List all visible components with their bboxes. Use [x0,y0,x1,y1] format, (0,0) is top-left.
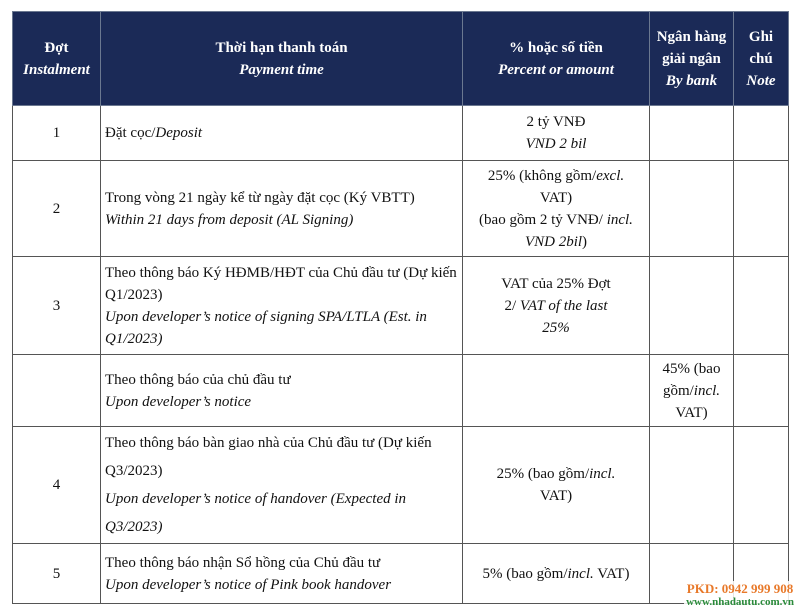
header-payment-time-en: Payment time [239,61,324,78]
amount-cell [463,544,650,604]
amount-en: VND 2 bil [525,136,587,152]
amount-line-1: 25% (không gồm/ [487,167,597,184]
bank-cell [650,257,734,355]
amount-cell [463,161,650,257]
header-row [13,12,789,106]
amount-line-2-italic: VAT of the last [516,297,608,314]
payment-time-en: Upon developer’s notice of handover (Expected in Q3/2023) [105,491,407,535]
bank-amount-italic: incl. [693,382,721,399]
table-row [13,355,789,427]
header-note-en: Note [746,72,776,89]
payment-time-vi: Theo thông báo của chủ đầu tư [105,371,291,388]
table-row [13,161,789,257]
amount-line-4: ) [582,233,588,250]
amount-line-1: 25% (bao gồm/ [496,466,590,482]
amount-line-3-italic: incl. [602,211,633,228]
payment-time-en: Upon developer’s notice of Pink book handover [105,576,392,593]
header-payment-time [101,12,463,106]
amount-vi: 2 tỷ VNĐ [526,114,586,130]
header-bank-en: By bank [665,72,718,89]
amount-cell [463,257,650,355]
bank-amount: 45% (bao gồm/ [662,360,721,399]
payment-time-cell [101,106,463,161]
header-bank-vi: Ngân hàng giải ngân [656,28,727,67]
table-row [13,257,789,355]
table-row [13,544,789,604]
amount-line-1: VAT của 25% Đợt [501,275,611,292]
payment-time-cell [101,544,463,604]
instalment-number [13,355,101,427]
note-cell [734,355,789,427]
payment-time-vi: Trong vòng 21 ngày kể từ ngày đặt cọc (Ký VBTT) [105,189,415,206]
amount-cell [463,427,650,544]
watermark-phone: PKD: 0942 999 908 [684,581,796,596]
header-amount-vi: % hoặc số tiền [509,39,603,56]
amount-line-3-italic: 25% [542,319,570,336]
amount-line-1-vat: VAT) [593,565,630,582]
amount-line-2: VAT) [539,189,573,206]
note-cell [734,106,789,161]
amount-line-1-italic: incl. [589,466,616,482]
payment-time-vi: Theo thông báo nhận Sổ hồng của Chủ đầu tư [105,554,381,571]
payment-time-cell [101,257,463,355]
header-instalment-en: Instalment [23,61,90,78]
amount-line-1: 5% (bao gồm/ [482,565,568,582]
note-cell [734,257,789,355]
payment-time-en: Upon developer’s notice of signing SPA/LTLA (Est. in Q1/2023) [105,308,427,347]
note-cell [734,427,789,544]
bank-cell [650,106,734,161]
amount-line-1-italic: excl. [596,167,625,184]
payment-time-cell [101,161,463,257]
note-cell [734,161,789,257]
payment-time-cell [101,427,463,544]
amount-line-1-italic: incl. [567,565,594,582]
watermark-website: www.nhadautu.com.vn [686,596,794,608]
bank-cell [650,427,734,544]
header-instalment [13,12,101,106]
payment-time-vi: Theo thông báo Ký HĐMB/HĐT của Chủ đầu tư (Dự kiến Q1/2023) [105,264,457,303]
header-bank [650,12,734,106]
bank-amount-vat: VAT) [675,404,708,421]
amount-line-4-italic: VND 2bil [524,233,583,250]
table-row [13,427,789,544]
instalment-number: 2 [13,161,101,257]
payment-time-vi: Theo thông báo bàn giao nhà của Chủ đầu tư (Dự kiến Q3/2023) [105,435,432,479]
amount-line-2: VAT) [539,488,573,504]
header-note [734,12,789,106]
payment-time-en: Upon developer’s notice [105,393,252,410]
instalment-number: 3 [13,257,101,355]
header-amount [463,12,650,106]
header-payment-time-vi: Thời hạn thanh toán [215,39,348,56]
table-row [13,106,789,161]
watermark [684,581,796,609]
instalment-number: 5 [13,544,101,604]
bank-cell [650,161,734,257]
payment-time-vi: Đặt cọc/ [105,125,156,141]
bank-cell [650,355,734,427]
amount-line-3: (bao gồm 2 tỷ VNĐ/ [479,211,603,228]
amount-cell [463,355,650,427]
header-note-vi: Ghi chú [748,28,774,67]
instalment-number: 1 [13,106,101,161]
amount-cell [463,106,650,161]
amount-line-2: 2/ [504,297,517,314]
header-instalment-vi: Đợt [44,39,69,56]
payment-schedule-table [12,11,789,604]
payment-time-en: Within 21 days from deposit (AL Signing) [105,211,354,228]
payment-time-en: Deposit [155,125,203,141]
payment-time-cell [101,355,463,427]
instalment-number: 4 [13,427,101,544]
header-amount-en: Percent or amount [498,61,614,78]
